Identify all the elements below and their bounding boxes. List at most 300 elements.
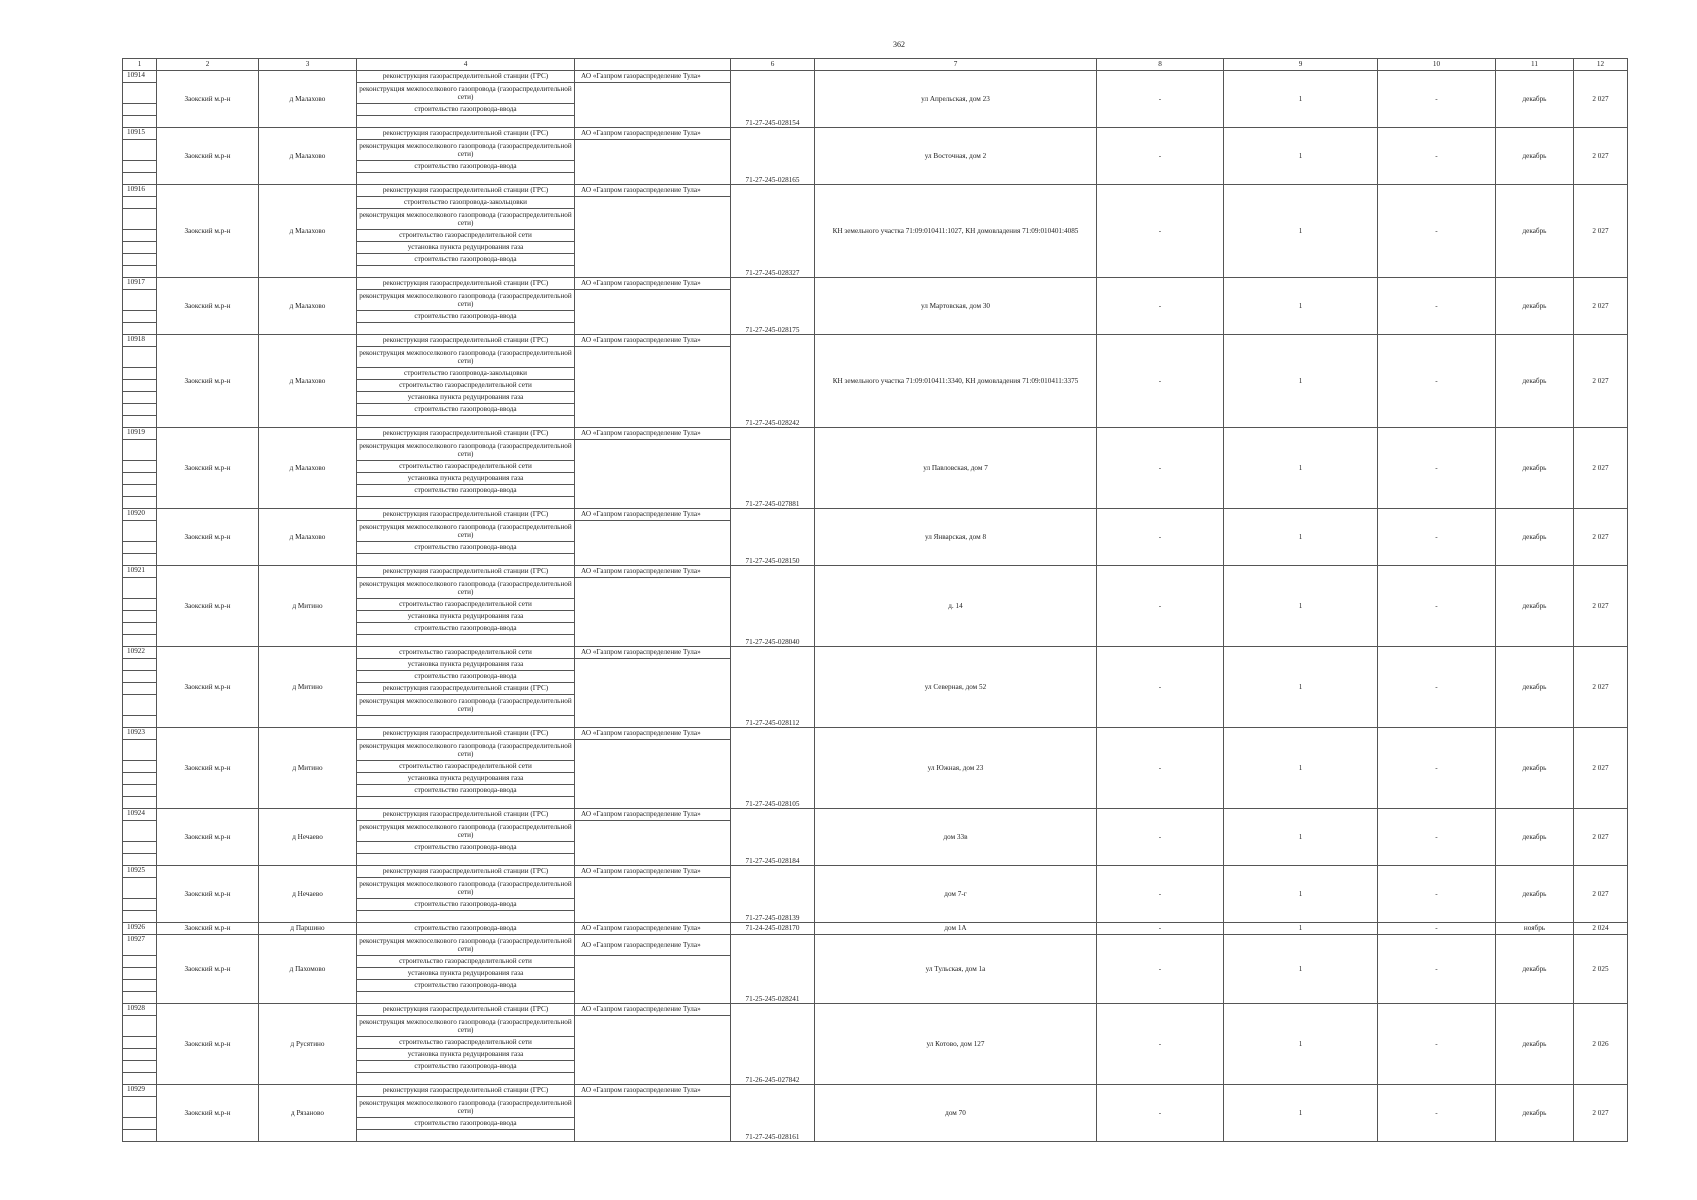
number-blank-cell bbox=[123, 716, 157, 728]
organization-cell: АО «Газпром газораспределение Тула» bbox=[575, 566, 731, 578]
number-blank-cell bbox=[123, 368, 157, 380]
address-cell: дом 7-г bbox=[815, 866, 1097, 923]
col9-cell: 1 bbox=[1224, 647, 1378, 728]
organization-blank-cell bbox=[575, 197, 731, 278]
col9-cell: 1 bbox=[1224, 923, 1378, 935]
work-item: реконструкция межпоселкового газопровода (газораспределительной сети) bbox=[357, 290, 575, 311]
record-number: 10915 bbox=[123, 128, 157, 140]
number-blank-cell bbox=[123, 290, 157, 311]
year-cell: 2 027 bbox=[1574, 866, 1628, 923]
number-blank-cell bbox=[123, 197, 157, 209]
work-item: реконструкция межпоселкового газопровода (газораспределительной сети) bbox=[357, 140, 575, 161]
col8-cell: - bbox=[1097, 278, 1224, 335]
number-blank-cell bbox=[123, 209, 157, 230]
record-number: 10916 bbox=[123, 185, 157, 197]
number-blank-cell bbox=[123, 1061, 157, 1073]
work-item: строительство газопровода-закольцовки bbox=[357, 368, 575, 380]
number-blank-cell bbox=[123, 380, 157, 392]
work-blank-cell bbox=[357, 911, 575, 923]
number-blank-cell bbox=[123, 242, 157, 254]
work-item: строительство газопровода-ввода bbox=[357, 161, 575, 173]
number-blank-cell bbox=[123, 173, 157, 185]
organization-cell: АО «Газпром газораспределение Тула» bbox=[575, 1004, 731, 1016]
work-item: реконструкция межпоселкового газопровода (газораспределительной сети) bbox=[357, 347, 575, 368]
work-blank-cell bbox=[357, 266, 575, 278]
table-row bbox=[123, 335, 1628, 347]
month-cell: декабрь bbox=[1496, 935, 1574, 1004]
locality-cell: д Паршино bbox=[259, 923, 357, 935]
work-item: строительство газопровода-ввода bbox=[357, 899, 575, 911]
locality-cell: д Рязаново bbox=[259, 1085, 357, 1142]
record-number: 10925 bbox=[123, 866, 157, 878]
organization-cell: АО «Газпром газораспределение Тула» bbox=[575, 647, 731, 659]
district-cell: Заокский м.р-н bbox=[157, 428, 259, 509]
work-item: строительство газораспределительной сети bbox=[357, 761, 575, 773]
work-blank-cell bbox=[357, 116, 575, 128]
number-blank-cell bbox=[123, 623, 157, 635]
address-cell: ул Январская, дом 8 bbox=[815, 509, 1097, 566]
work-item: реконструкция межпоселкового газопровода (газораспределительной сети) bbox=[357, 440, 575, 461]
work-item: реконструкция газораспределительной станции (ГРС) bbox=[357, 683, 575, 695]
number-blank-cell bbox=[123, 968, 157, 980]
work-item: строительство газораспределительной сети bbox=[357, 599, 575, 611]
col10-cell: - bbox=[1378, 335, 1496, 428]
col10-cell: - bbox=[1378, 647, 1496, 728]
number-blank-cell bbox=[123, 347, 157, 368]
col8-cell: - bbox=[1097, 1004, 1224, 1085]
number-blank-cell bbox=[123, 695, 157, 716]
col9-cell: 1 bbox=[1224, 278, 1378, 335]
col9-cell: 1 bbox=[1224, 935, 1378, 1004]
record-number: 10918 bbox=[123, 335, 157, 347]
organization-cell: АО «Газпром газораспределение Тула» bbox=[575, 923, 731, 935]
work-item: реконструкция газораспределительной станции (ГРС) bbox=[357, 335, 575, 347]
number-blank-cell bbox=[123, 542, 157, 554]
col8-cell: - bbox=[1097, 128, 1224, 185]
number-blank-cell bbox=[123, 1130, 157, 1142]
month-cell: декабрь bbox=[1496, 809, 1574, 866]
number-blank-cell bbox=[123, 980, 157, 992]
col9-cell: 1 bbox=[1224, 335, 1378, 428]
record-number: 10921 bbox=[123, 566, 157, 578]
number-blank-cell bbox=[123, 599, 157, 611]
month-cell: декабрь bbox=[1496, 728, 1574, 809]
cadastral-code: 71-26-245-027842 bbox=[731, 1004, 815, 1085]
work-item: установка пункта редуцирования газа bbox=[357, 242, 575, 254]
header-cell: 9 bbox=[1224, 59, 1378, 71]
work-item: строительство газопровода-ввода bbox=[357, 980, 575, 992]
month-cell: декабрь bbox=[1496, 71, 1574, 128]
work-blank-cell bbox=[357, 992, 575, 1004]
organization-blank-cell bbox=[575, 140, 731, 185]
locality-cell: д Малахово bbox=[259, 335, 357, 428]
work-blank-cell bbox=[357, 323, 575, 335]
work-item: реконструкция межпоселкового газопровода (газораспределительной сети) bbox=[357, 209, 575, 230]
district-cell: Заокский м.р-н bbox=[157, 185, 259, 278]
col9-cell: 1 bbox=[1224, 71, 1378, 128]
month-cell: декабрь bbox=[1496, 428, 1574, 509]
header-cell: 1 bbox=[123, 59, 157, 71]
address-cell: ул Апрельская, дом 23 bbox=[815, 71, 1097, 128]
address-cell: КН земельного участка 71:09:010411:3340, КН домовладения 71:09:010411:3375 bbox=[815, 335, 1097, 428]
year-cell: 2 027 bbox=[1574, 128, 1628, 185]
work-item: реконструкция газораспределительной станции (ГРС) bbox=[357, 428, 575, 440]
locality-cell: д Малахово bbox=[259, 428, 357, 509]
district-cell: Заокский м.р-н bbox=[157, 1085, 259, 1142]
table-row bbox=[123, 728, 1628, 740]
locality-cell: д Митино bbox=[259, 728, 357, 809]
number-blank-cell bbox=[123, 266, 157, 278]
district-cell: Заокский м.р-н bbox=[157, 935, 259, 1004]
district-cell: Заокский м.р-н bbox=[157, 866, 259, 923]
locality-cell: д Нечаево bbox=[259, 866, 357, 923]
number-blank-cell bbox=[123, 323, 157, 335]
work-item: строительство газопровода-ввода bbox=[357, 1061, 575, 1073]
address-cell: ул Котово, дом 127 bbox=[815, 1004, 1097, 1085]
work-item: реконструкция газораспределительной станции (ГРС) bbox=[357, 728, 575, 740]
district-cell: Заокский м.р-н bbox=[157, 566, 259, 647]
address-cell: ул Мартовская, дом 30 bbox=[815, 278, 1097, 335]
year-cell: 2 027 bbox=[1574, 809, 1628, 866]
number-blank-cell bbox=[123, 797, 157, 809]
table-row bbox=[123, 509, 1628, 521]
organization-cell: АО «Газпром газораспределение Тула» bbox=[575, 1085, 731, 1097]
work-blank-cell bbox=[357, 635, 575, 647]
year-cell: 2 027 bbox=[1574, 335, 1628, 428]
work-item: реконструкция газораспределительной станции (ГРС) bbox=[357, 128, 575, 140]
organization-blank-cell bbox=[575, 956, 731, 1004]
district-cell: Заокский м.р-н bbox=[157, 1004, 259, 1085]
col10-cell: - bbox=[1378, 185, 1496, 278]
cadastral-code: 71-27-245-028154 bbox=[731, 71, 815, 128]
record-number: 10924 bbox=[123, 809, 157, 821]
address-cell: дом 33в bbox=[815, 809, 1097, 866]
number-blank-cell bbox=[123, 140, 157, 161]
record-number: 10922 bbox=[123, 647, 157, 659]
col9-cell: 1 bbox=[1224, 1085, 1378, 1142]
col8-cell: - bbox=[1097, 566, 1224, 647]
col9-cell: 1 bbox=[1224, 866, 1378, 923]
record-number: 10926 bbox=[123, 923, 157, 935]
number-blank-cell bbox=[123, 404, 157, 416]
organization-cell: АО «Газпром газораспределение Тула» bbox=[575, 185, 731, 197]
header-cell: 8 bbox=[1097, 59, 1224, 71]
col9-cell: 1 bbox=[1224, 428, 1378, 509]
work-item: строительство газопровода-ввода bbox=[357, 623, 575, 635]
col8-cell: - bbox=[1097, 1085, 1224, 1142]
col10-cell: - bbox=[1378, 1085, 1496, 1142]
record-number: 10927 bbox=[123, 935, 157, 956]
work-item: строительство газораспределительной сети bbox=[357, 647, 575, 659]
col10-cell: - bbox=[1378, 866, 1496, 923]
locality-cell: д Малахово bbox=[259, 509, 357, 566]
organization-cell: АО «Газпром газораспределение Тула» bbox=[575, 866, 731, 878]
table-row bbox=[123, 647, 1628, 659]
work-item: строительство газопровода-ввода bbox=[357, 923, 575, 935]
locality-cell: д Митино bbox=[259, 566, 357, 647]
header-cell: 4 bbox=[357, 59, 575, 71]
col8-cell: - bbox=[1097, 71, 1224, 128]
organization-cell: АО «Газпром газораспределение Тула» bbox=[575, 278, 731, 290]
table-row bbox=[123, 128, 1628, 140]
number-blank-cell bbox=[123, 785, 157, 797]
header-cell: 7 bbox=[815, 59, 1097, 71]
organization-cell: АО «Газпром газораспределение Тула» bbox=[575, 428, 731, 440]
organization-cell: АО «Газпром газораспределение Тула» bbox=[575, 728, 731, 740]
work-item: реконструкция межпоселкового газопровода (газораспределительной сети) bbox=[357, 740, 575, 761]
number-blank-cell bbox=[123, 311, 157, 323]
month-cell: декабрь bbox=[1496, 278, 1574, 335]
work-item: реконструкция межпоселкового газопровода (газораспределительной сети) bbox=[357, 935, 575, 956]
organization-cell: АО «Газпром газораспределение Тула» bbox=[575, 335, 731, 347]
work-item: строительство газопровода-ввода bbox=[357, 104, 575, 116]
address-cell: ул Тульская, дом 1а bbox=[815, 935, 1097, 1004]
work-blank-cell bbox=[357, 554, 575, 566]
work-item: строительство газопровода-ввода bbox=[357, 485, 575, 497]
address-cell: ул Северная, дом 52 bbox=[815, 647, 1097, 728]
page-number: 362 bbox=[893, 40, 905, 49]
number-blank-cell bbox=[123, 497, 157, 509]
month-cell: декабрь bbox=[1496, 335, 1574, 428]
number-blank-cell bbox=[123, 473, 157, 485]
month-cell: декабрь bbox=[1496, 509, 1574, 566]
organization-blank-cell bbox=[575, 878, 731, 923]
number-blank-cell bbox=[123, 83, 157, 104]
work-item: реконструкция межпоселкового газопровода (газораспределительной сети) bbox=[357, 1097, 575, 1118]
organization-blank-cell bbox=[575, 1097, 731, 1142]
header-cell bbox=[575, 59, 731, 71]
number-blank-cell bbox=[123, 611, 157, 623]
work-item: строительство газораспределительной сети bbox=[357, 230, 575, 242]
record-number: 10929 bbox=[123, 1085, 157, 1097]
month-cell: декабрь bbox=[1496, 1085, 1574, 1142]
address-cell: КН земельного участка 71:09:010411:1027, КН домовладения 71:09:010401:4085 bbox=[815, 185, 1097, 278]
table-row bbox=[123, 278, 1628, 290]
number-blank-cell bbox=[123, 1016, 157, 1037]
year-cell: 2 026 bbox=[1574, 1004, 1628, 1085]
cadastral-code: 71-27-245-028184 bbox=[731, 809, 815, 866]
year-cell: 2 027 bbox=[1574, 278, 1628, 335]
col10-cell: - bbox=[1378, 809, 1496, 866]
number-blank-cell bbox=[123, 821, 157, 842]
organization-blank-cell bbox=[575, 578, 731, 647]
work-item: реконструкция газораспределительной станции (ГРС) bbox=[357, 71, 575, 83]
year-cell: 2 027 bbox=[1574, 509, 1628, 566]
number-blank-cell bbox=[123, 956, 157, 968]
record-number: 10923 bbox=[123, 728, 157, 740]
number-blank-cell bbox=[123, 899, 157, 911]
organization-cell: АО «Газпром газораспределение Тула» bbox=[575, 935, 731, 956]
number-blank-cell bbox=[123, 521, 157, 542]
cadastral-code: 71-27-245-028139 bbox=[731, 866, 815, 923]
work-item: установка пункта редуцирования газа bbox=[357, 659, 575, 671]
col10-cell: - bbox=[1378, 71, 1496, 128]
organization-blank-cell bbox=[575, 521, 731, 566]
work-item: установка пункта редуцирования газа bbox=[357, 968, 575, 980]
cadastral-code: 71-27-245-028165 bbox=[731, 128, 815, 185]
work-item: реконструкция газораспределительной станции (ГРС) bbox=[357, 1004, 575, 1016]
col10-cell: - bbox=[1378, 128, 1496, 185]
organization-cell: АО «Газпром газораспределение Тула» bbox=[575, 509, 731, 521]
year-cell: 2 027 bbox=[1574, 566, 1628, 647]
col8-cell: - bbox=[1097, 428, 1224, 509]
organization-blank-cell bbox=[575, 821, 731, 866]
number-blank-cell bbox=[123, 230, 157, 242]
number-blank-cell bbox=[123, 761, 157, 773]
work-blank-cell bbox=[357, 1073, 575, 1085]
col9-cell: 1 bbox=[1224, 1004, 1378, 1085]
work-item: установка пункта редуцирования газа bbox=[357, 611, 575, 623]
col10-cell: - bbox=[1378, 935, 1496, 1004]
month-cell: декабрь bbox=[1496, 647, 1574, 728]
header-cell: 2 bbox=[157, 59, 259, 71]
number-blank-cell bbox=[123, 773, 157, 785]
col8-cell: - bbox=[1097, 509, 1224, 566]
header-row bbox=[123, 59, 1628, 71]
table-row bbox=[123, 566, 1628, 578]
number-blank-cell bbox=[123, 554, 157, 566]
number-blank-cell bbox=[123, 392, 157, 404]
cadastral-code: 71-27-245-028175 bbox=[731, 278, 815, 335]
work-item: строительство газопровода-ввода bbox=[357, 1118, 575, 1130]
number-blank-cell bbox=[123, 671, 157, 683]
month-cell: ноябрь bbox=[1496, 923, 1574, 935]
district-cell: Заокский м.р-н bbox=[157, 923, 259, 935]
district-cell: Заокский м.р-н bbox=[157, 509, 259, 566]
work-item: реконструкция газораспределительной станции (ГРС) bbox=[357, 866, 575, 878]
record-number: 10917 bbox=[123, 278, 157, 290]
month-cell: декабрь bbox=[1496, 866, 1574, 923]
work-item: реконструкция межпоселкового газопровода (газораспределительной сети) bbox=[357, 878, 575, 899]
table-row bbox=[123, 923, 1628, 935]
cadastral-code: 71-27-245-028040 bbox=[731, 566, 815, 647]
header-cell: 12 bbox=[1574, 59, 1628, 71]
district-cell: Заокский м.р-н bbox=[157, 278, 259, 335]
number-blank-cell bbox=[123, 1037, 157, 1049]
work-blank-cell bbox=[357, 854, 575, 866]
number-blank-cell bbox=[123, 485, 157, 497]
col10-cell: - bbox=[1378, 728, 1496, 809]
district-cell: Заокский м.р-н bbox=[157, 71, 259, 128]
work-item: реконструкция газораспределительной станции (ГРС) bbox=[357, 1085, 575, 1097]
work-item: установка пункта редуцирования газа bbox=[357, 473, 575, 485]
work-item: строительство газораспределительной сети bbox=[357, 380, 575, 392]
table-row bbox=[123, 935, 1628, 956]
number-blank-cell bbox=[123, 104, 157, 116]
col9-cell: 1 bbox=[1224, 566, 1378, 647]
number-blank-cell bbox=[123, 992, 157, 1004]
address-cell: дом 70 bbox=[815, 1085, 1097, 1142]
number-blank-cell bbox=[123, 1073, 157, 1085]
record-number: 10928 bbox=[123, 1004, 157, 1016]
work-blank-cell bbox=[357, 173, 575, 185]
locality-cell: д Русятино bbox=[259, 1004, 357, 1085]
address-cell: дом 1А bbox=[815, 923, 1097, 935]
locality-cell: д Малахово bbox=[259, 128, 357, 185]
organization-blank-cell bbox=[575, 83, 731, 128]
work-item: реконструкция межпоселкового газопровода (газораспределительной сети) bbox=[357, 578, 575, 599]
cadastral-code: 71-27-245-028242 bbox=[731, 335, 815, 428]
work-item: строительство газопровода-ввода bbox=[357, 404, 575, 416]
col9-cell: 1 bbox=[1224, 809, 1378, 866]
cadastral-code: 71-27-245-028105 bbox=[731, 728, 815, 809]
organization-blank-cell bbox=[575, 740, 731, 809]
district-cell: Заокский м.р-н bbox=[157, 728, 259, 809]
record-number: 10920 bbox=[123, 509, 157, 521]
work-item: реконструкция межпоселкового газопровода (газораспределительной сети) bbox=[357, 1016, 575, 1037]
address-cell: ул Южная, дом 23 bbox=[815, 728, 1097, 809]
work-item: реконструкция газораспределительной станции (ГРС) bbox=[357, 566, 575, 578]
work-blank-cell bbox=[357, 497, 575, 509]
col10-cell: - bbox=[1378, 566, 1496, 647]
locality-cell: д Малахово bbox=[259, 278, 357, 335]
number-blank-cell bbox=[123, 1118, 157, 1130]
col9-cell: 1 bbox=[1224, 728, 1378, 809]
number-blank-cell bbox=[123, 854, 157, 866]
work-item: строительство газопровода-ввода bbox=[357, 254, 575, 266]
work-item: реконструкция газораспределительной станции (ГРС) bbox=[357, 185, 575, 197]
cadastral-code: 71-27-245-028327 bbox=[731, 185, 815, 278]
table-row bbox=[123, 428, 1628, 440]
cadastral-code: 71-24-245-028170 bbox=[731, 923, 815, 935]
work-blank-cell bbox=[357, 1130, 575, 1142]
table-row bbox=[123, 71, 1628, 83]
col8-cell: - bbox=[1097, 809, 1224, 866]
locality-cell: д Митино bbox=[259, 647, 357, 728]
locality-cell: д Малахово bbox=[259, 71, 357, 128]
number-blank-cell bbox=[123, 635, 157, 647]
work-item: строительство газопровода-ввода bbox=[357, 311, 575, 323]
organization-cell: АО «Газпром газораспределение Тула» bbox=[575, 128, 731, 140]
number-blank-cell bbox=[123, 578, 157, 599]
district-cell: Заокский м.р-н bbox=[157, 128, 259, 185]
col10-cell: - bbox=[1378, 278, 1496, 335]
number-blank-cell bbox=[123, 461, 157, 473]
locality-cell: д Нечаево bbox=[259, 809, 357, 866]
work-item: установка пункта редуцирования газа bbox=[357, 1049, 575, 1061]
month-cell: декабрь bbox=[1496, 566, 1574, 647]
col10-cell: - bbox=[1378, 923, 1496, 935]
year-cell: 2 027 bbox=[1574, 647, 1628, 728]
month-cell: декабрь bbox=[1496, 128, 1574, 185]
col10-cell: - bbox=[1378, 1004, 1496, 1085]
record-number: 10914 bbox=[123, 71, 157, 83]
number-blank-cell bbox=[123, 161, 157, 173]
number-blank-cell bbox=[123, 740, 157, 761]
year-cell: 2 027 bbox=[1574, 1085, 1628, 1142]
year-cell: 2 024 bbox=[1574, 923, 1628, 935]
locality-cell: д Малахово bbox=[259, 185, 357, 278]
number-blank-cell bbox=[123, 416, 157, 428]
address-cell: ул Восточная, дом 2 bbox=[815, 128, 1097, 185]
header-cell: 10 bbox=[1378, 59, 1496, 71]
col8-cell: - bbox=[1097, 866, 1224, 923]
cadastral-code: 71-25-245-028241 bbox=[731, 935, 815, 1004]
year-cell: 2 027 bbox=[1574, 185, 1628, 278]
organization-blank-cell bbox=[575, 659, 731, 728]
year-cell: 2 027 bbox=[1574, 728, 1628, 809]
header-cell: 6 bbox=[731, 59, 815, 71]
cadastral-code: 71-27-245-028150 bbox=[731, 509, 815, 566]
col8-cell: - bbox=[1097, 185, 1224, 278]
year-cell: 2 027 bbox=[1574, 71, 1628, 128]
header-cell: 3 bbox=[259, 59, 357, 71]
cadastral-code: 71-27-245-028161 bbox=[731, 1085, 815, 1142]
number-blank-cell bbox=[123, 116, 157, 128]
gasification-table bbox=[122, 58, 1628, 1142]
number-blank-cell bbox=[123, 878, 157, 899]
year-cell: 2 025 bbox=[1574, 935, 1628, 1004]
